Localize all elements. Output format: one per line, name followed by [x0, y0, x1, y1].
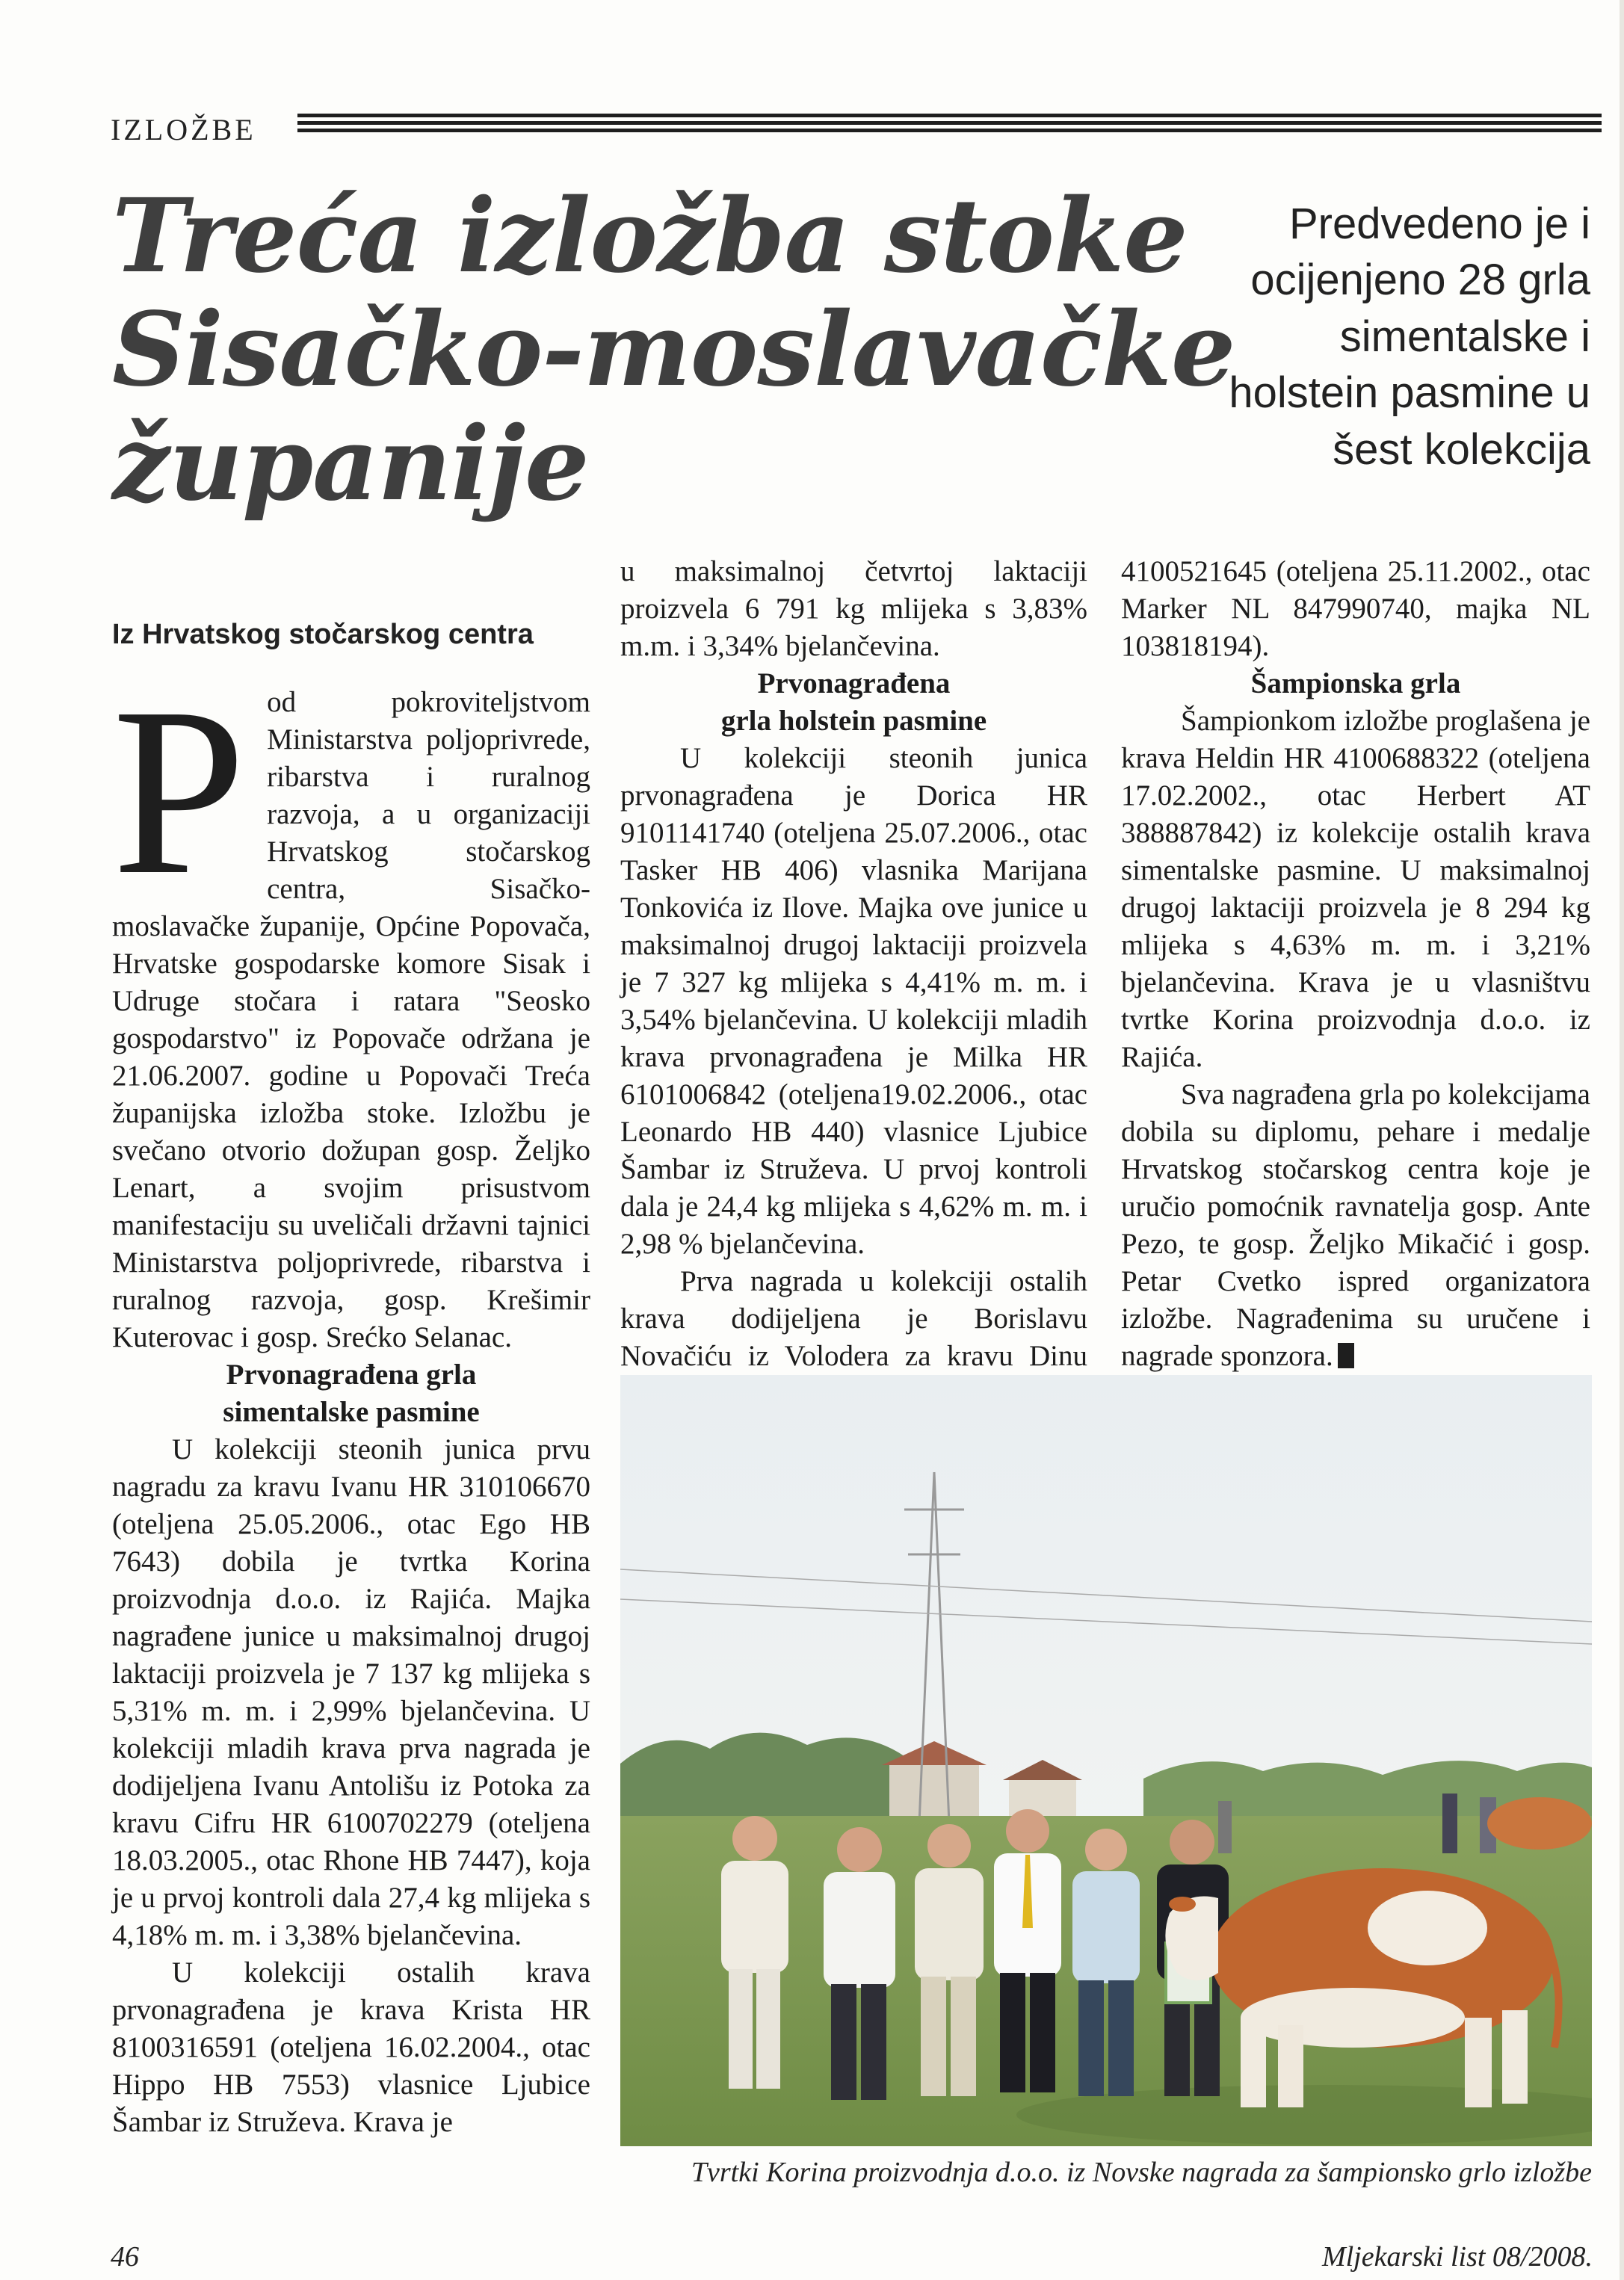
paragraph: u maksimalnoj četvrtoj laktaciji proizvela 6 791 kg mlijeka s 3,83% m.m. i 3,34% bjelančevina. [620, 555, 1087, 662]
deck-line: Predvedeno je i [1288, 200, 1590, 248]
paragraph [1121, 1076, 1590, 1375]
paragraph: Šampionkom izložbe proglašena je krava Heldin HR 4100688322 (oteljena 17.02.2002., otac Herbert AT 388887842) iz kolekcije ostalih krava simentalske pasmine. U maksimalnoj drugoj laktaciji proizvela je 8 294 kg mlijeka s 4,63% m. m. i 3,21% bjelančevina. Krava je u vlasništvu tvrtke Korina proizvodnja d.o.o. iz Rajića. [1121, 705, 1590, 1073]
subheading: simentalske pasmine [223, 1396, 480, 1428]
photo-caption: Tvrtki Korina proizvodnja d.o.o. iz Novske nagrada za šampionsko grlo izložbe [691, 2157, 1592, 2188]
title-line: Sisačko-moslavačke [112, 290, 1235, 410]
end-mark-icon [1338, 1343, 1354, 1368]
subheading: grla holstein pasmine [720, 705, 987, 737]
deck-line: simentalske i [1339, 312, 1590, 361]
header-rule [297, 114, 1602, 143]
page-number: 46 [111, 2241, 139, 2273]
subheading: Prvonagrađena grla [226, 1359, 477, 1391]
body-column-3 [1121, 553, 1590, 1375]
article-deck [1149, 196, 1590, 478]
paragraph: 4100521645 (oteljena 25.11.2002., otac Marker NL 847990740, majka NL 103818194). [1121, 555, 1590, 662]
closing-text: Sva nagrađena grla po kolekcijama dobila su diplomu, pehare i medalje Hrvatskog stočarskog centra koje je uručio pomoćnik ravnatelja gosp. Ante Pezo, te gosp. Željko Mikačić i gosp. Petar Cvetko ispred organizatora izložbe. Nagrađenima su uručene i nagrade sponzora. [1121, 1078, 1590, 1372]
intro-paragraph: od pokroviteljstvom Ministarstva poljoprivrede, ribarstva i ruralnog razvoja, a u organizaciji Hrvatskog stočarskog centra, Sisačko-moslavačke županije, Općine Popovača, Hrvatske gospodarske komore Sisak i Udruge stočara i ratara "Seosko gospodarstvo" iz Popovače održana je 21.06.2007. godine u Popovači Treća županijska izložba stoke. Izložbu je svečano otvorio dožupan gosp. Željko Lenart, a svojim prisustvom manifestaciju su uveličali državni tajnici Ministarstva poljoprivrede, ribarstva i ruralnog razvoja, gosp. Krešimir Kuterovac i gosp. Srećko Selanac. [112, 686, 590, 1353]
body-column-1 [112, 658, 590, 2141]
body-column-2 [620, 553, 1087, 1412]
article-title [112, 176, 1235, 524]
deck-line: šest kolekcija [1333, 424, 1590, 474]
title-line: županije [112, 404, 589, 524]
deck-line: holstein pasmine u [1229, 368, 1590, 418]
subheading: Prvonagrađena [757, 667, 951, 699]
drop-cap: P [112, 658, 247, 924]
page-edge [1620, 0, 1624, 2280]
journal-issue: Mljekarski list 08/2008. [1321, 2241, 1593, 2273]
paragraph: Prva nagrada u kolekciji ostalih krava dodijeljena je Borislavu Novačiću iz Volodera za kravu Dinu [620, 1265, 1087, 1372]
paragraph: U kolekciji steonih junica prvu nagradu za kravu Ivanu HR 310106670 (oteljena 25.05.2006., otac Ego HB 7643) dobila je tvrtka Korina proizvodnja d.o.o. iz Rajića. Majka nagrađene junice u maksimalnoj drugoj laktaciji proizvela je 7 137 kg mlijeka s 5,31% m. m. i 2,99% bjelančevina. U kolekciji mladih krava prva nagrada je dodijeljena Ivanu Antolišu iz Potoka za kravu Cifru HR 6100702279 (oteljena 18.03.2005., otac Rhone HB 7447), koja je u prvoj kontroli dala 27,4 kg mlijeka s 4,18% m. m. i 3,38% bjelančevina. [112, 1433, 590, 1951]
paragraph: U kolekciji steonih junica prvonagrađena je Dorica HR 9101141740 (oteljena 25.07.2006., otac Tasker HB 406) vlasnika Marijana Tonkovića iz Ilove. Majka ove junice u maksimalnoj drugoj laktaciji proizvela je 7 327 kg mlijeka s 4,41% m. m. i 3,54% bjelančevina. U kolekciji mladih krava prvonagrađena je Milka HR 6101006842 (oteljena19.02.2006., otac Leonardo HB 440) vlasnice Ljubice Šambar iz Struževa. U prvoj kontroli dala je 24,4 kg mlijeka s 4,62% m. m. i 2,98 % bjelančevina. [620, 742, 1087, 1260]
title-line: Treća izložba stoke [112, 176, 1188, 296]
article-photo [620, 1375, 1592, 2146]
article-source: Iz Hrvatskog stočarskog centra [112, 619, 534, 650]
deck-line: ocijenjeno 28 grla [1250, 256, 1590, 305]
paragraph: U kolekciji ostalih krava prvonagrađena je krava Krista HR 8100316591 (oteljena 16.02.2004., otac Hippo HB 7553) vlasnice Ljubice Šambar iz Struževa. Krava je [112, 1956, 590, 2138]
section-label: IZLOŽBE [111, 113, 256, 146]
subheading: Šampionska grla [1250, 667, 1461, 699]
photo-illustration [620, 1375, 1592, 2146]
